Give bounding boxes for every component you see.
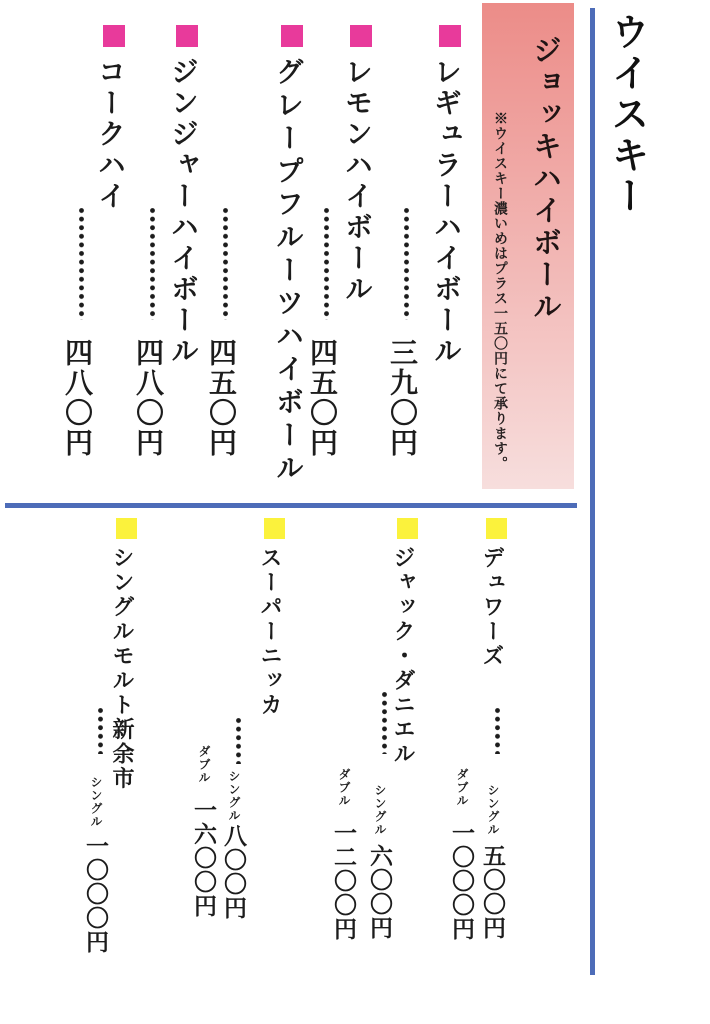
pink-square-bullet [176, 25, 198, 47]
yellow-square-bullet [116, 518, 137, 539]
item-name: コークハイ [95, 57, 126, 212]
highball-header-box [482, 3, 574, 489]
highball-item-name-column [426, 25, 466, 367]
item-price: 四五〇円 [307, 338, 338, 458]
double-price: 一二〇〇円 [331, 821, 357, 941]
highball-item-price-column [57, 208, 97, 458]
dotted-leader [324, 208, 329, 320]
single-label: シングル [486, 784, 500, 836]
item-name: デュワーズ [480, 546, 505, 669]
item-price: 四五〇円 [206, 338, 237, 458]
item-price: 三九〇円 [387, 338, 418, 458]
dotted-leader [382, 692, 387, 754]
item-name: レモンハイボール [342, 57, 373, 305]
whisky-double-price-column [188, 745, 221, 918]
double-label: ダブル [197, 745, 211, 784]
highball-item-price-column [302, 208, 342, 458]
highball-item-name-column [268, 25, 308, 486]
whisky-double-price-column [446, 768, 479, 941]
double-label: ダブル [455, 768, 469, 807]
highball-item-name-column [90, 25, 130, 212]
single-price: 五〇〇円 [480, 844, 506, 940]
single-price: 一〇〇〇円 [83, 834, 109, 954]
pink-square-bullet [103, 25, 125, 47]
yellow-square-bullet [397, 518, 418, 539]
single-label: シングル [227, 770, 241, 822]
whisky-item-name-column [477, 518, 508, 669]
item-name: ジンジャーハイボール [168, 57, 199, 367]
single-price: 六〇〇円 [367, 844, 393, 940]
whisky-single-price-column [218, 718, 251, 920]
page-title: ウイスキー [605, 12, 647, 217]
dotted-leader [98, 708, 103, 754]
pink-square-bullet [350, 25, 372, 47]
double-price: 一六〇〇円 [191, 798, 217, 918]
highball-item-name-column [163, 25, 203, 367]
dotted-leader [236, 718, 241, 764]
highball-item-price-column [128, 208, 168, 458]
dotted-leader [79, 208, 84, 320]
single-label: シングル [373, 784, 387, 836]
single-label: シングル [89, 776, 103, 828]
highball-item-price-column [201, 208, 241, 458]
item-name: グレープフルーツハイボール [273, 57, 304, 486]
whisky-item-name-column [255, 518, 286, 718]
pink-square-bullet [281, 25, 303, 47]
item-name: ジャック・ダニエル [391, 546, 416, 767]
whisky-double-price-column [328, 768, 361, 941]
single-price: 八〇〇円 [221, 824, 247, 920]
pink-square-bullet [439, 25, 461, 47]
vertical-rule [590, 8, 595, 975]
highball-header-note: ※ウイスキー濃いめはプラス一五〇円にて承ります。 [493, 111, 509, 471]
item-name: スーパーニッカ [258, 546, 283, 718]
highball-item-price-column [382, 208, 422, 458]
yellow-square-bullet [486, 518, 507, 539]
section-divider [5, 503, 577, 508]
item-price: 四八〇円 [133, 338, 164, 458]
dotted-leader [150, 208, 155, 320]
dotted-leader [223, 208, 228, 320]
whisky-single-price-column [364, 692, 397, 940]
highball-item-name-column [337, 25, 377, 305]
dotted-leader [495, 708, 500, 754]
yellow-square-bullet [264, 518, 285, 539]
item-name: レギュラーハイボール [431, 57, 462, 367]
whisky-single-price-column [477, 708, 510, 940]
dotted-leader [404, 208, 409, 320]
whisky-single-price-column [80, 708, 113, 954]
highball-header-title: ジョッキハイボール [529, 35, 561, 323]
item-name: シングルモルト新余市 [110, 546, 135, 791]
double-price: 一〇〇〇円 [449, 821, 475, 941]
double-label: ダブル [337, 768, 351, 807]
item-price: 四八〇円 [62, 338, 93, 458]
